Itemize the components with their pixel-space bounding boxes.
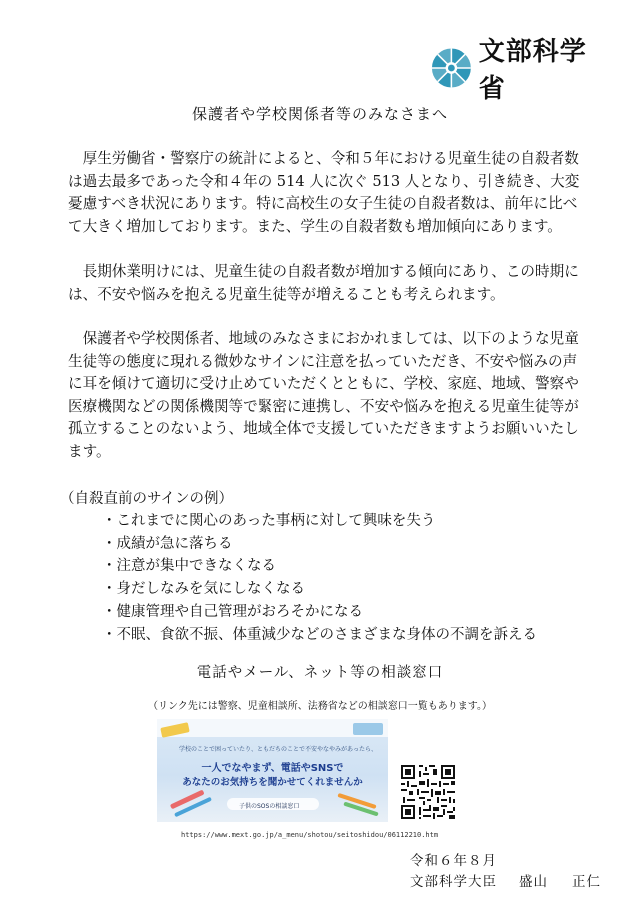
paragraph-long-vacation: 長期休業明けには、児童生徒の自殺者数が増加する傾向にあり、この時期には、不安や悩みを抱える児童生徒等が増えることも考えられます。 xyxy=(68,263,579,303)
ministry-logo xyxy=(430,37,610,104)
signs-heading: （自殺直前のサインの例） xyxy=(60,491,233,507)
list-item: ・注意が集中できなくなる xyxy=(102,558,276,575)
banner-subheadline: あなたのお気持ちを聞かせてくれませんか xyxy=(182,777,363,788)
list-item: ・不眠、食欲不振、体重減少などのさまざまな身体の不調を訴える xyxy=(102,626,537,643)
ministry-name: 文部科学省 xyxy=(478,37,587,104)
banner-top-text: 学校のことで困っていたり、ともだちのことで不安やなやみがあったら、 xyxy=(179,746,377,753)
banner-caption: 子供のSOSの相談窓口 xyxy=(239,803,300,810)
page-title: 保護者や学校関係者等のみなさまへ xyxy=(191,105,448,123)
paragraph-request: 保護者や学校関係者、地域のみなさまにおかれましては、以下のような児童生徒等の態度に現れる微妙なサインに注意を払っていただき、不安や悩みの声に耳を傾けて適切に受け止めていただくとともに、学校、家庭、地域、警察や医療機関などの関係機関等で緊密に連携し、不安や悩みを抱える児童生徒等が孤立することのないよう、地域全体で支援していただきますようお願いいたします。 xyxy=(68,330,579,460)
list-item: ・身だしなみを気にしなくなる xyxy=(102,581,305,598)
ministry-emblem-icon xyxy=(430,46,473,90)
banner-headline: 一人でなやまず、電話やSNSで xyxy=(201,763,344,774)
minister-title: 文部科学大臣 xyxy=(410,874,497,890)
consult-heading: 電話やメール、ネット等の相談窓口 xyxy=(196,665,444,681)
list-item: ・成績が急に落ちる xyxy=(102,535,233,552)
consult-note: （リンク先には警察、児童相談所、法務省などの相談窓口一覧もあります。） xyxy=(148,701,492,712)
qr-code-icon[interactable] xyxy=(399,763,457,821)
minister-signature xyxy=(410,870,601,890)
consult-url-link[interactable]: https://www.mext.go.jp/a_menu/shotou/seitoshidou/06112210.htm xyxy=(181,831,439,839)
sos-consult-banner[interactable] xyxy=(157,719,388,822)
minister-surname: 盛山 xyxy=(519,874,548,890)
minister-given-name: 正仁 xyxy=(572,874,601,890)
list-item: ・これまでに関心のあった事柄に対して興味を失う xyxy=(102,513,436,529)
signs-list xyxy=(102,510,537,646)
issue-date: 令和６年８月 xyxy=(410,853,497,869)
paragraph-statistics: 厚生労働省・警察庁の統計によると、令和５年における児童生徒の自殺者数は過去最多であった令和４年の 514 人に次ぐ 513 人となり、引き続き、大変憂慮すべき状況にあります。特に高校生の女子生徒の自殺者数は、前年に比べて大きく増加しております。また、学生の自殺者数も増加傾向にあります。 xyxy=(68,150,580,235)
list-item: ・健康管理や自己管理がおろそかになる xyxy=(102,603,363,620)
